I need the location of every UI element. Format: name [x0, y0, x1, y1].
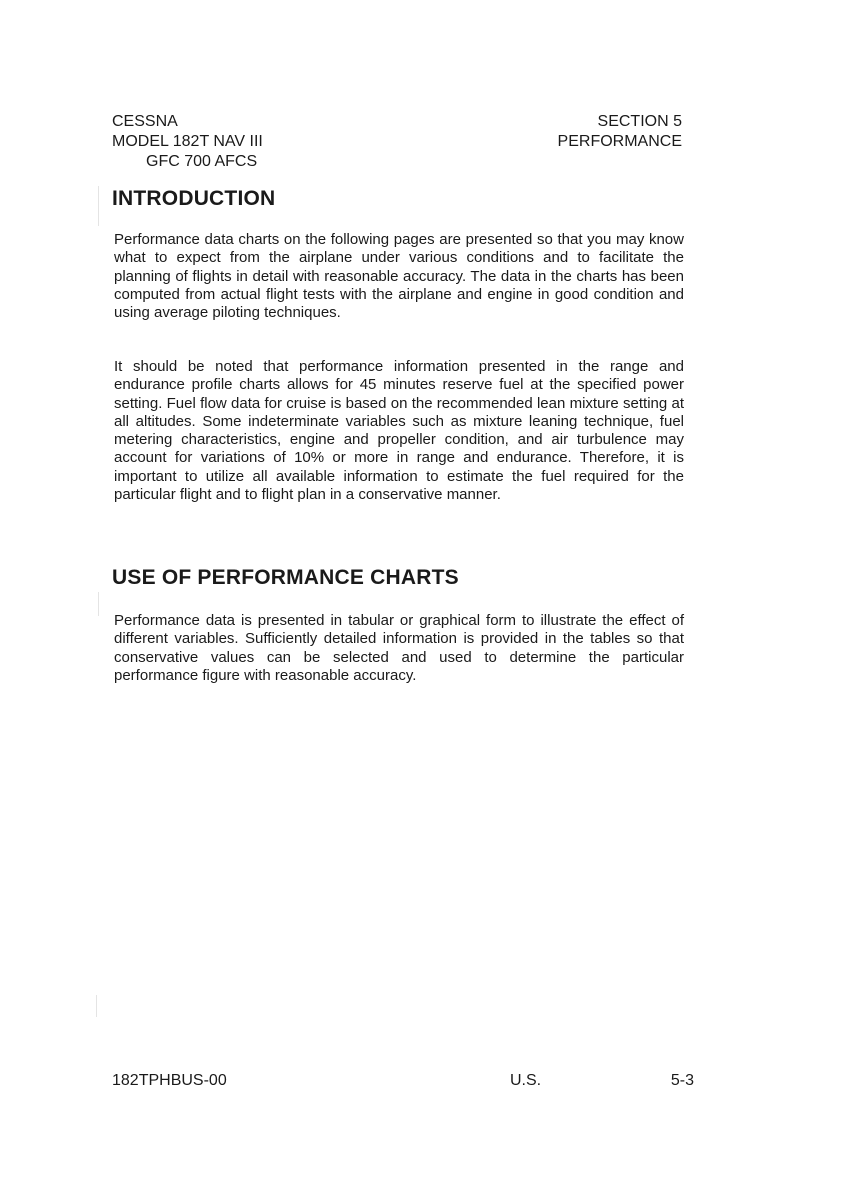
header-model-block [112, 112, 263, 172]
header-section-title: PERFORMANCE [557, 133, 682, 150]
header-autopilot: GFC 700 AFCS [146, 153, 258, 170]
footer-doc-number: 182TPHBUS-00 [112, 1072, 227, 1089]
header-section-block [558, 112, 682, 152]
page-footer [112, 1072, 694, 1094]
paragraph-introduction-1: Performance data charts on the following pages are presented so that you may know what to expect from the airplane under various conditions and to facilitate the planning of flights in detail with reasonable accuracy. The data in the charts has been computed from actual flight tests with the airplane and engine in good condition and using average piloting techniques. [114, 231, 684, 322]
footer-region: U.S. [510, 1072, 542, 1089]
section-heading-introduction: INTRODUCTION [112, 187, 276, 210]
margin-scan-mark [98, 186, 99, 226]
header-section-number: SECTION 5 [597, 113, 682, 130]
paragraph-use-of-charts-1: Performance data is presented in tabular or graphical form to illustrate the effect of different variables. Sufficiently detailed information is provided in the tables so that conservative values can be selected and used to determine the particular performance figure with reasonable accuracy. [114, 612, 684, 684]
footer-page-number: 5-3 [670, 1072, 694, 1089]
section-heading-use-of-charts: USE OF PERFORMANCE CHARTS [112, 566, 459, 589]
page-header [112, 112, 682, 182]
margin-scan-mark [96, 995, 97, 1017]
margin-scan-mark [98, 592, 99, 616]
header-manufacturer: CESSNA [112, 113, 178, 130]
header-model: MODEL 182T NAV III [112, 133, 263, 150]
paragraph-introduction-2: It should be noted that performance information presented in the range and endurance profile charts allows for 45 minutes reserve fuel at the specified power setting. Fuel flow data for cruise is based on the recommended lean mixture setting at all altitudes. Some indeterminate variables such as mixture leaning technique, fuel metering characteristics, engine and propeller condition, and air turbulence may account for variations of 10% or more in range and endurance. Therefore, it is important to utilize all available information to estimate the fuel required for the particular flight and to flight plan in a conservative manner. [114, 358, 684, 504]
